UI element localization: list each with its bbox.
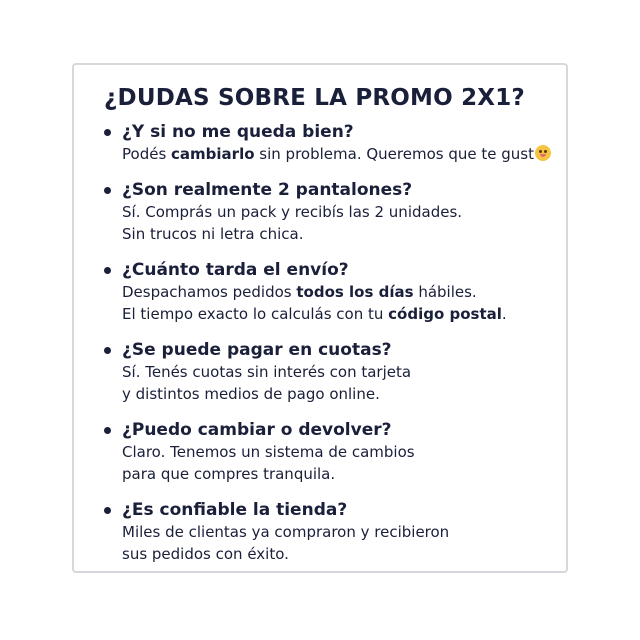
faq-question: ¿Y si no me queda bien? xyxy=(122,122,354,142)
faq-answer-line: y distintos medios de pago online. xyxy=(122,385,380,403)
faq-item xyxy=(104,121,550,165)
answer-text-bold: código postal xyxy=(388,305,502,323)
bullet-icon xyxy=(104,347,111,354)
faq-answer-line xyxy=(122,281,550,303)
faq-answer-line: sus pedidos con éxito. xyxy=(122,545,289,563)
faq-answer-line: Miles de clientas ya compraron y recibieron xyxy=(122,523,450,541)
faq-item xyxy=(104,499,550,565)
answer-text-bold: cambiarlo xyxy=(171,145,255,163)
answer-text-bold: todos los días xyxy=(296,283,414,301)
faq-answer-line: Sí. Comprás un pack y recibís las 2 unidades. xyxy=(122,203,463,221)
answer-text: hábiles. xyxy=(413,283,477,301)
faq-item xyxy=(104,179,550,245)
smiling-face-icon xyxy=(535,145,551,161)
faq-answer-line: para que compres tranquila. xyxy=(122,465,336,483)
faq-list xyxy=(104,121,550,565)
answer-text: . xyxy=(501,305,507,323)
faq-answer-line xyxy=(122,303,550,325)
bullet-icon xyxy=(104,507,111,514)
bullet-icon xyxy=(104,187,111,194)
faq-item xyxy=(104,339,550,405)
bullet-icon xyxy=(104,129,111,136)
faq-answer xyxy=(122,143,550,165)
faq-answer-line: Sin trucos ni letra chica. xyxy=(122,225,304,243)
faq-question: ¿Son realmente 2 pantalones? xyxy=(122,180,413,200)
faq-question: ¿Se puede pagar en cuotas? xyxy=(122,340,392,360)
faq-question: ¿Es confiable la tienda? xyxy=(122,500,348,520)
answer-text: El tiempo exacto lo calculás con tu xyxy=(122,305,389,323)
faq-question: ¿Puedo cambiar o devolver? xyxy=(122,420,392,440)
answer-text: sin problema. Queremos que te gust xyxy=(254,145,534,163)
faq-item xyxy=(104,259,550,325)
answer-text: Podés xyxy=(122,145,172,163)
faq-card xyxy=(72,63,568,573)
faq-item xyxy=(104,419,550,485)
bullet-icon xyxy=(104,427,111,434)
faq-title: ¿DUDAS SOBRE LA PROMO 2X1? xyxy=(104,85,525,111)
bullet-icon xyxy=(104,267,111,274)
answer-text: Despachamos pedidos xyxy=(122,283,297,301)
faq-answer-line: Sí. Tenés cuotas sin interés con tarjeta xyxy=(122,363,412,381)
faq-question: ¿Cuánto tarda el envío? xyxy=(122,260,349,280)
faq-answer-line: Claro. Tenemos un sistema de cambios xyxy=(122,443,415,461)
